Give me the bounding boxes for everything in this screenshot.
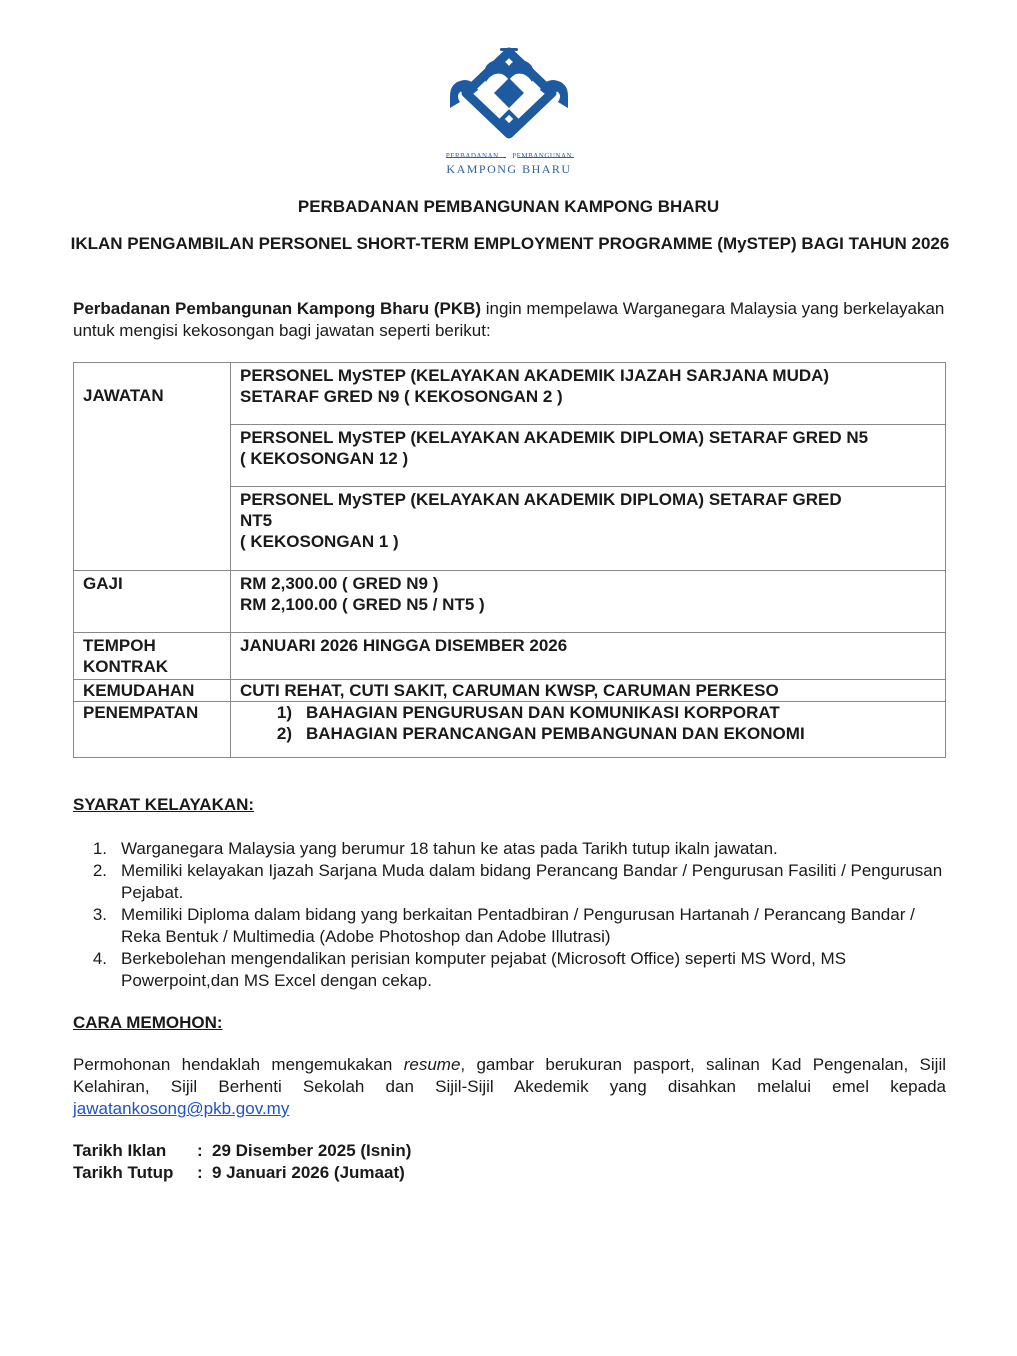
- gaji-cell: [231, 571, 946, 633]
- date-value: 9 Januari 2026 (Jumaat): [212, 1163, 405, 1182]
- list-number: 1.: [92, 839, 107, 858]
- apply-text: Permohonan hendaklah mengemukakan: [73, 1055, 404, 1074]
- list-number: 4.: [92, 949, 107, 968]
- table-row: [74, 680, 946, 702]
- list-text: BAHAGIAN PERANCANGAN PEMBANGUNAN DAN EKONOMI: [306, 724, 805, 743]
- logo-caption-bottom: KAMPONG BHARU: [446, 162, 572, 176]
- email-link[interactable]: jawatankosong@pkb.gov.my: [73, 1099, 290, 1118]
- penempatan-label: PENEMPATAN: [74, 702, 231, 758]
- list-item: [73, 904, 947, 948]
- penempatan-cell: [231, 702, 946, 758]
- org-title: PERBADANAN PEMBANGUNAN KAMPONG BHARU: [297, 197, 720, 216]
- kemudahan-cell: CUTI REHAT, CUTI SAKIT, CARUMAN KWSP, CARUMAN PERKESO: [231, 680, 946, 702]
- gaji-line: RM 2,300.00 ( GRED N9 ): [240, 574, 439, 593]
- date-label: Tarikh Tutup: [73, 1163, 174, 1182]
- tempoh-label: [74, 633, 231, 680]
- kemudahan-label: KEMUDAHAN: [74, 680, 231, 702]
- date-label: Tarikh Iklan: [73, 1141, 167, 1160]
- list-item: [240, 723, 936, 744]
- jawatan-line: PERSONEL MySTEP (KELAYAKAN AKADEMIK DIPLOMA) SETARAF GRED: [240, 490, 842, 509]
- date-row-iklan: [73, 1140, 411, 1162]
- gaji-label: GAJI: [74, 571, 231, 633]
- list-number: 3.: [92, 905, 107, 924]
- gaji-line: RM 2,100.00 ( GRED N5 / NT5 ): [240, 595, 485, 614]
- vacancy-table: [73, 362, 946, 758]
- list-text: Warganegara Malaysia yang berumur 18 tahun ke atas pada Tarikh tutup ikaln jawatan.: [121, 839, 778, 858]
- date-colon: :: [197, 1163, 203, 1182]
- list-number: 2): [276, 724, 292, 743]
- jawatan-line: PERSONEL MySTEP (KELAYAKAN AKADEMIK IJAZAH SARJANA MUDA): [240, 366, 830, 385]
- list-item: [73, 838, 947, 860]
- apply-text: , gambar berukuran pasport, salinan Kad Pengenalan, Sijil Kelahiran, Sijil Berhenti Sekolah dan Sijil-Sijil Akedemik yang disahkan melalui emel kepada: [73, 1055, 946, 1096]
- intro-org-name: Perbadanan Pembangunan Kampong Bharu (PKB): [73, 299, 482, 318]
- table-row: [74, 633, 946, 680]
- tempoh-cell: JANUARI 2026 HINGGA DISEMBER 2026: [231, 633, 946, 680]
- table-row: [74, 363, 946, 425]
- apply-text-italic: resume: [403, 1055, 461, 1074]
- date-colon: :: [197, 1141, 203, 1160]
- list-item: [240, 702, 936, 723]
- list-text: BAHAGIAN PENGURUSAN DAN KOMUNIKASI KORPORAT: [306, 703, 780, 722]
- table-row: [74, 702, 946, 758]
- application-paragraph: [73, 1054, 946, 1120]
- list-item: [73, 948, 947, 992]
- jawatan-cell: [231, 425, 946, 487]
- jawatan-line: ( KEKOSONGAN 12 ): [240, 449, 409, 468]
- date-value: 29 Disember 2025 (Isnin): [212, 1141, 412, 1160]
- list-text: Memiliki kelayakan Ijazah Sarjana Muda dalam bidang Perancang Bandar / Pengurusan Fasiliti / Pengurusan Pejabat.: [121, 861, 943, 902]
- jawatan-cell: [231, 487, 946, 571]
- list-text: Memiliki Diploma dalam bidang yang berkaitan Pentadbiran / Pengurusan Hartanah / Perancang Bandar / Reka Bentuk / Multimedia (Adobe Photoshop dan Adobe Illutrasi): [121, 905, 915, 946]
- jawatan-line: ( KEKOSONGAN 1 ): [240, 532, 399, 551]
- list-item: [73, 860, 947, 904]
- dates-block: [73, 1140, 411, 1184]
- list-number: 2.: [92, 861, 107, 880]
- syarat-heading: SYARAT KELAYAKAN:: [73, 795, 255, 814]
- pkb-logo-mark-icon: [436, 46, 582, 150]
- list-text: Berkebolehan mengendalikan perisian komputer pejabat (Microsoft Office) seperti MS Word, MS Powerpoint,dan MS Excel dengan cekap.: [121, 949, 847, 990]
- jawatan-line: PERSONEL MySTEP (KELAYAKAN AKADEMIK DIPLOMA) SETARAF GRED N5: [240, 428, 869, 447]
- requirements-list: [73, 838, 947, 992]
- jawatan-label: JAWATAN: [74, 363, 231, 571]
- jawatan-cell: [231, 363, 946, 425]
- tempoh-label-line: TEMPOH: [83, 636, 156, 655]
- pkb-logo: [436, 46, 582, 182]
- tempoh-label-line: KONTRAK: [83, 657, 168, 676]
- jawatan-line: SETARAF GRED N9 ( KEKOSONGAN 2 ): [240, 387, 563, 406]
- jawatan-line: NT5: [240, 511, 273, 530]
- date-row-tutup: [73, 1162, 411, 1184]
- ad-title: IKLAN PENGAMBILAN PERSONEL SHORT-TERM EMPLOYMENT PROGRAMME (MySTEP) BAGI TAHUN 2026: [70, 234, 950, 253]
- table-row: [74, 571, 946, 633]
- intro-paragraph: [73, 298, 945, 342]
- cara-heading: CARA MEMOHON:: [73, 1013, 223, 1032]
- intro-text: ingin mempelawa Warganegara Malaysia yang berkelayakan untuk mengisi kekosongan bagi jawatan seperti berikut:: [73, 299, 945, 340]
- logo-caption-top: PERBADANAN PEMBANGUNAN: [445, 152, 573, 160]
- list-number: 1): [276, 703, 292, 722]
